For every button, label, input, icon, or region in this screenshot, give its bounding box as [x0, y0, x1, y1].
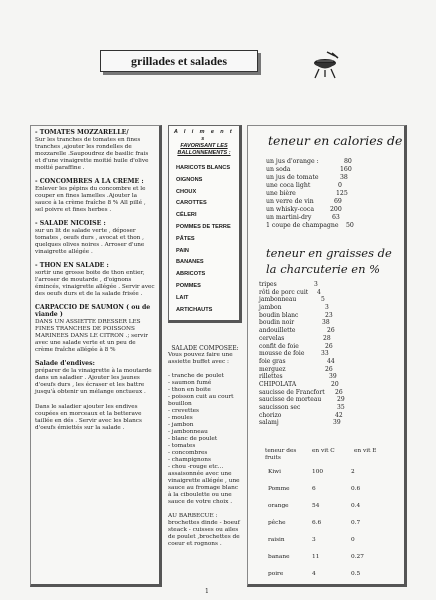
vitamin-table-header [265, 448, 390, 466]
drink-name: un verre de vin [266, 198, 314, 206]
fat-value: 5 [321, 296, 325, 304]
calorie-row [266, 222, 386, 230]
charcuterie-name: saucisson sec [259, 404, 301, 411]
charcuterie-name: saucisse de Francfort [259, 388, 325, 396]
food-item: CHOUX [176, 188, 197, 195]
charcuterie-name: salamj [259, 419, 279, 427]
food-item: BANANES [176, 259, 204, 266]
charcuterie-name: tripes [259, 281, 277, 288]
mixed-salad-note: assaisonnée avec une vinaigrette allégée , une sauce au fromage blanc à la ciboulette ou une sauce de votre choix . [168, 471, 240, 506]
fat-row [259, 319, 389, 327]
fat-value: 33 [321, 350, 329, 358]
charcuterie-name: jambon [259, 304, 282, 312]
food-item: PAIN [176, 247, 189, 254]
mixed-salad-items [168, 373, 242, 471]
calorie-row [266, 198, 386, 206]
calorie-row [266, 174, 386, 182]
food-item: ABRICOTS [176, 271, 206, 278]
vitamin-e-value: 0.4 [351, 503, 361, 509]
calorie-row [266, 206, 386, 214]
fruit-name: raisin [268, 537, 285, 543]
charcuterie-name: confit de foie [259, 342, 299, 350]
vitamin-c-value: 54 [312, 503, 320, 509]
fat-row [259, 396, 389, 404]
food-item: PÂTES [176, 235, 195, 242]
charcuterie-name: rôti de porc cuit [259, 288, 309, 296]
vitamin-row [265, 517, 390, 534]
calorie-value: 160 [340, 166, 352, 174]
drink-name: un whisky-coca [266, 206, 315, 214]
recipe-text: préparer de la vinaigrette à la moutarde dans un saladier . Ajouter les jaunes d'oeufs durs , les écraser et les battre jusqu'à obtenir un mélange onctueux . [35, 368, 152, 395]
vitamin-row [265, 500, 390, 517]
salad-recipes-panel [30, 125, 162, 587]
vitamin-c-value: 100 [312, 469, 324, 475]
vitamin-c-value: 3 [312, 537, 316, 543]
charcuterie-name: boudin blanc [259, 311, 299, 319]
calorie-row [266, 182, 386, 190]
vitamin-e-value: 2 [351, 469, 355, 475]
fat-value: 44 [327, 357, 335, 365]
charcuterie-name: foie gras [259, 357, 286, 365]
fruit-name: pêche [268, 520, 286, 526]
charcuterie-name: boudin noir [259, 319, 295, 327]
food-item: OIGNONS [176, 176, 203, 183]
page-title: grillades et salades [100, 50, 258, 72]
fruit-name: banane [268, 554, 290, 560]
recipe-heading: - SALADE NICOISE : [35, 220, 106, 227]
drink-name: une coca light [266, 182, 311, 190]
recipe-heading: Salade d'endives: [35, 360, 95, 367]
recipe-text: Enlever les pépins du concombre et le couper en fines lamelles .Ajouter la sauce à la crème fraîche 8 % All pillé , sel poivre et fines herbes . [35, 186, 146, 213]
drink-name: un jus d'orange : [266, 158, 319, 165]
middle-column [168, 125, 242, 549]
drink-name: une bière [266, 190, 296, 198]
fat-value: 35 [337, 404, 345, 411]
fat-value: 26 [327, 327, 335, 335]
fat-row [259, 419, 389, 427]
charcuterie-name: cervelas [259, 334, 285, 342]
recipe-text: Sur les tranches de tomates en fines tranches ,ajouter les rondelles de mozzarelle .Saupoudrez de basilic frais et d'une vinaigrette moitié huile d'olive moitié paraffine . [35, 137, 149, 171]
bloating-foods-subtitle: FAVORISANT LES BALLONNEMENTS : [177, 143, 231, 156]
food-item: CÉLERI [176, 212, 197, 219]
salad-item: - saumon fumé [168, 380, 212, 387]
fruit-name: Pomme [268, 486, 290, 492]
charcuterie-name: mousse de foie [259, 350, 305, 358]
salad-item: - chou -rouge etc... [168, 464, 224, 471]
vitamin-e-value: 0.5 [351, 571, 361, 577]
calorie-row [266, 190, 386, 198]
vitamin-row [265, 534, 390, 551]
fat-value: 26 [325, 342, 333, 350]
vitamin-row [265, 551, 390, 568]
fat-content-list [259, 281, 389, 427]
salad-item: - concombres [168, 450, 208, 457]
fat-row [259, 373, 389, 381]
fat-row [259, 389, 389, 397]
calorie-value: 69 [334, 198, 342, 206]
fat-value: 26 [325, 365, 333, 373]
fat-row [259, 335, 389, 343]
fat-value: 39 [329, 373, 337, 381]
calories-list [266, 158, 386, 230]
fat-row [259, 304, 389, 312]
vitamin-row [265, 568, 390, 585]
fat-value: 23 [325, 311, 333, 319]
charcuterie-name: andouillette [259, 327, 296, 335]
mixed-salad-intro: Vous pouvez faire une assiette buffet avec : [168, 352, 233, 366]
barbecue-title: AU BARBECUE : [168, 513, 218, 520]
food-item: POMMES [176, 282, 201, 289]
salad-item: - jambon [168, 422, 194, 429]
salad-item: - blanc de poulet [168, 436, 218, 443]
vitamin-e-value: 0.6 [351, 486, 361, 492]
vitamin-row [265, 483, 390, 500]
food-item: CAROTTES [176, 200, 207, 207]
vitamin-col-e: en vit E [354, 448, 377, 454]
recipe-heading: - TOMATES MOZZARELLE/ [35, 129, 129, 136]
recipe-heading: - CONCOMBRES A LA CREME : [35, 178, 144, 185]
food-item: ARTICHAUTS [176, 306, 213, 313]
calorie-row [266, 166, 386, 174]
fat-row [259, 366, 389, 374]
drink-name: un jus de tomate [266, 174, 319, 182]
fat-content-title: teneur en graisses de la charcuterie en % [266, 246, 392, 276]
charcuterie-name: chorizo [259, 411, 282, 419]
calorie-value: 38 [340, 174, 348, 182]
fat-row [259, 343, 389, 351]
fat-row [259, 327, 389, 335]
calorie-value: 125 [336, 190, 348, 198]
salad-item: - champignons [168, 457, 211, 464]
drink-name: 1 coupe de champagne [266, 222, 339, 230]
fat-value: 26 [335, 388, 343, 396]
calorie-value: 80 [344, 158, 352, 165]
fat-value: 4 [317, 288, 321, 296]
fat-value: 3 [325, 304, 329, 312]
calorie-value: 50 [346, 222, 354, 230]
salad-item: - tomates [168, 443, 196, 450]
vitamin-c-value: 6 [312, 486, 316, 492]
fat-value: 42 [335, 411, 343, 419]
drink-name: un soda [266, 166, 291, 174]
mixed-salad-section [168, 345, 242, 548]
calorie-value: 200 [330, 206, 342, 214]
fat-value: 39 [333, 419, 341, 427]
fruit-name: orange [268, 503, 289, 509]
fat-row [259, 281, 389, 289]
fat-row [259, 312, 389, 320]
vitamin-e-value: 0 [351, 537, 355, 543]
vitamin-c-value: 4 [312, 571, 316, 577]
drink-name: un martini-dry [266, 214, 312, 222]
bloating-foods-title: A l i m e n t s [173, 129, 235, 142]
page-number: 1 [205, 588, 209, 595]
recipe-text: sur un lit de salade verte , déposer tomates , oeufs durs , avocat et thon , quelques olives noires . Arroser d'une vinaigrette allégée . [35, 228, 145, 255]
fat-value: 20 [331, 380, 339, 388]
calorie-value: 0 [338, 182, 342, 190]
calorie-value: 63 [332, 214, 340, 222]
bloating-foods-box [168, 125, 242, 323]
fat-row [259, 412, 389, 420]
recipe-heading: - THON EN SALADE : [35, 262, 109, 269]
vitamin-e-value: 0.7 [351, 520, 361, 526]
vitamin-e-value: 0.27 [351, 554, 364, 560]
vitamin-c-value: 11 [312, 554, 320, 560]
fat-row [259, 404, 389, 412]
calorie-row [266, 214, 386, 222]
charcuterie-name: merguez [259, 365, 286, 373]
calorie-row [266, 158, 386, 166]
vitamin-row [265, 466, 390, 483]
fat-value: 3 [314, 281, 318, 288]
fat-value: 38 [322, 319, 330, 327]
barbecue-text: brochettes dinde - boeuf steack - cuisses ou ailes de poulet ,brochettes de coeur et rognons . [168, 520, 240, 548]
salad-item: bouillon [168, 401, 192, 408]
salad-item: - poisson cuit au court [168, 394, 234, 401]
food-item: HARICOTS BLANCS [176, 165, 231, 171]
food-item: LAIT [176, 294, 189, 301]
salad-item: - tranche de poulet [168, 373, 224, 380]
charcuterie-name: saucisse de morteau [259, 396, 322, 404]
vitamin-col-fruit: teneur des fruits [265, 448, 297, 461]
recipe-text: sortir une grosse boite de thon entier, l'arroser de moutarde , d'oignons émincés, vinaigrette allégée . Servir avec des oeufs durs et de la salade frisée . [35, 270, 155, 297]
salad-item: - thon en boite [168, 387, 211, 394]
fruit-name: Kiwi [268, 469, 282, 475]
fat-value: 28 [323, 334, 331, 342]
fat-row [259, 289, 389, 297]
salad-item: - crevettes [168, 408, 200, 415]
salad-item: - moules [168, 415, 193, 422]
mixed-salad-title: SALADE COMPOSEE: [171, 345, 239, 353]
vitamin-table [265, 448, 390, 585]
fat-value: 29 [337, 396, 345, 404]
fat-row [259, 296, 389, 304]
food-item: POMMES DE TERRE [176, 223, 231, 230]
bloating-foods-list [176, 163, 236, 316]
fat-row [259, 381, 389, 389]
charcuterie-name: jambonneau [259, 296, 297, 304]
salad-item: - jambonneau [168, 429, 208, 436]
barbecue-grill-icon [305, 50, 345, 80]
recipe-text: Dans le saladier ajouter les endives coupées en morceaux et la betterave taillée en dés . Servir avec les blancs d'oeufs émiettés sur la salade . [35, 404, 142, 431]
calories-title: teneur en calories de [268, 133, 403, 148]
charcuterie-name: rillettes [259, 373, 283, 381]
vitamin-c-value: 6.6 [312, 520, 322, 526]
recipe-heading: CARPACCIO DE SAUMON ( ou de viande ) [35, 304, 151, 318]
fruit-name: poire [268, 571, 284, 577]
vitamin-col-c: en vit C [312, 448, 335, 454]
fat-row [259, 350, 389, 358]
charcuterie-name: CHIPOLATA [259, 380, 297, 388]
fat-row [259, 358, 389, 366]
recipe-text: DANS UN ASSIETTE DRESSER LES FINES TRANCHES DE POISSONS MARINEES DANS LE CITRON .; servir avec une salade verte et un peu de crème fraîche allégée à 8 % [35, 319, 148, 353]
